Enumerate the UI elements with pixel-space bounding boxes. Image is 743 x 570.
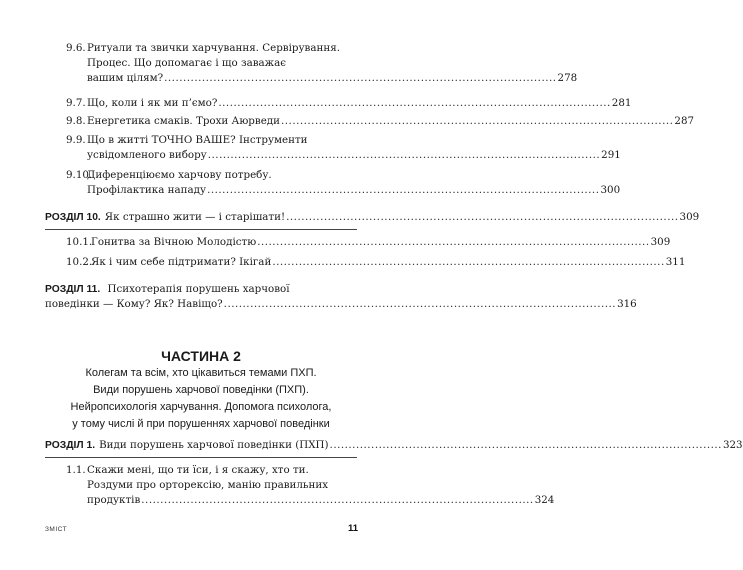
toc-entry-title-line: Скажи мені, що ти їси, і я скажу, хто ти. xyxy=(87,464,309,476)
toc-entry-page: 291 xyxy=(601,149,621,161)
toc-entry-number: 9.7. xyxy=(66,97,86,109)
section-10-entry[interactable] xyxy=(45,210,700,225)
toc-entry-number: 1.1. xyxy=(66,464,86,476)
toc-entry-title-line: Ритуали та звички харчування. Сервірування. xyxy=(87,42,340,54)
toc-entry-title-line: вашим цілям? xyxy=(87,72,164,84)
section-11-entry[interactable] xyxy=(45,282,637,312)
toc-entry-title-line: Профілактика нападу xyxy=(87,184,207,196)
part-2-subtitle-line: Види порушень харчової поведінки (ПХП). xyxy=(93,384,309,396)
toc-entry-page: 311 xyxy=(665,256,686,268)
toc-entry-number: 10.1. xyxy=(66,236,93,248)
section-1-page: 323 xyxy=(722,439,743,451)
part-2-title: ЧАСТИНА 2 xyxy=(161,348,241,364)
dot-leader: ........................................................................................................ xyxy=(286,211,679,223)
toc-entry-title-line: Процес. Що допомагає і що заважає xyxy=(87,57,287,69)
section-1-underline xyxy=(45,457,357,458)
part-2-subtitle-line: Нейропсихологія харчування. Допомога психолога, xyxy=(70,401,332,413)
section-1-title: Види порушень харчової поведінки (ПХП) xyxy=(99,439,329,451)
toc-entry-page: 281 xyxy=(611,97,632,109)
toc-entry-title-line: Енергетика смаків. Трохи Аюрведи xyxy=(87,115,280,127)
dot-leader: ........................................................................................................ xyxy=(257,236,650,248)
dot-leader: ........................................................................................................ xyxy=(272,256,665,268)
toc-entry-number: 9.6. xyxy=(66,42,86,54)
dot-leader: ........................................................................................................ xyxy=(281,115,674,127)
toc-entry-number: 9.10. xyxy=(66,169,93,181)
toc-entry-number: 9.8. xyxy=(66,115,86,127)
toc-entry-title-line: Гонитва за Вічною Молодістю xyxy=(91,236,257,248)
part-2-subtitle xyxy=(40,365,362,433)
toc-entry-number: 10.2. xyxy=(66,256,93,268)
section-11-page: 316 xyxy=(617,298,637,310)
toc-entry-title-line: Як і чим себе підтримати? Ікігай xyxy=(91,256,272,268)
part-2-subtitle-line: у тому числі й при порушеннях харчової поведінки xyxy=(72,418,330,430)
section-10-page: 309 xyxy=(679,211,700,223)
toc-entry-title-line: усвідомленого вибору xyxy=(87,149,207,161)
section-1-entry[interactable] xyxy=(45,438,743,453)
dot-leader: ........................................................................................................ xyxy=(223,298,617,310)
toc-entry-title-line: Роздуми про орторексію, манію правильних xyxy=(87,479,329,491)
section-1-label: РОЗДІЛ 1. xyxy=(45,440,96,451)
toc-entry-page: 309 xyxy=(650,236,671,248)
toc-entry-page: 287 xyxy=(674,115,695,127)
dot-leader: ........................................................................................................ xyxy=(164,72,557,84)
footer-page-number: 11 xyxy=(348,523,359,534)
toc-entry-page: 324 xyxy=(534,494,555,506)
dot-leader: ........................................................................................................ xyxy=(207,184,600,196)
dot-leader: ........................................................................................................ xyxy=(141,494,534,506)
section-10-underline xyxy=(45,229,357,230)
section-10-label: РОЗДІЛ 10. xyxy=(45,212,101,223)
toc-entry-title-line: Диференціюємо харчову потребу. xyxy=(87,169,272,181)
footer-section-name: ЗМІСТ xyxy=(45,526,68,533)
toc-entry-number: 9.9. xyxy=(66,134,86,146)
toc-entry-title-line: Що, коли і як ми п’ємо? xyxy=(87,97,218,109)
part-2-subtitle-line: Колегам та всім, хто цікавиться темами ПХП. xyxy=(85,367,317,379)
toc-entry-title-line: Що в житті ТОЧНО ВАШЕ? Інструменти xyxy=(87,134,308,146)
toc-entry-title-line: продуктів xyxy=(87,494,141,506)
section-11-label: РОЗДІЛ 11. xyxy=(45,284,101,295)
dot-leader: ........................................................................................................ xyxy=(329,439,722,451)
section-11-title-line-1: Психотерапія порушень харчової xyxy=(107,283,290,295)
toc-entry-page: 278 xyxy=(557,72,578,84)
section-11-title-line-2: поведінки — Кому? Як? Навіщо? xyxy=(45,298,223,310)
section-10-title: Як страшно жити — і старішати! xyxy=(104,211,286,223)
toc-entry-page: 300 xyxy=(600,184,621,196)
dot-leader: ........................................................................................................ xyxy=(218,97,611,109)
dot-leader: ........................................................................................................ xyxy=(207,149,601,161)
